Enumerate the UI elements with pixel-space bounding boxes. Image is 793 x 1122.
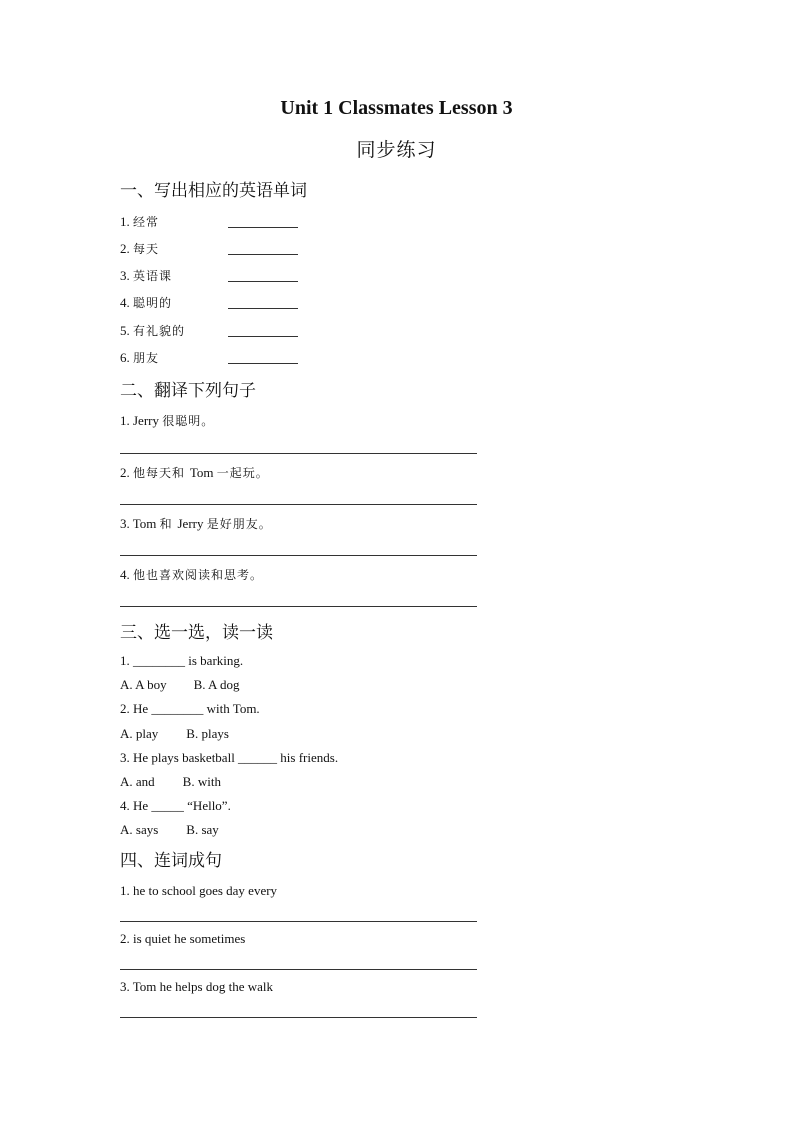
translate-item-2 (120, 464, 269, 481)
answer-line[interactable] (120, 1017, 477, 1018)
vocab-item-3 (120, 267, 172, 284)
vocab-num: 6. (120, 350, 130, 365)
vocab-num: 4. (120, 295, 130, 310)
choice-question-3: 3. He plays basketball ______ his friends. (120, 750, 339, 765)
option-b[interactable]: B. A dog (193, 677, 240, 692)
sentence-part: Jerry (177, 516, 207, 531)
vocab-word: 聪明的 (133, 296, 173, 310)
sentence-part: 2. (120, 465, 133, 480)
option-b[interactable]: B. with (182, 774, 221, 789)
answer-line[interactable] (120, 921, 477, 922)
section-1-title: 一、写出相应的英语单词 (120, 181, 307, 201)
answer-line[interactable] (120, 453, 477, 454)
vocab-word: 有礼貌的 (133, 324, 186, 338)
reorder-item-2: 2. is quiet he sometimes (120, 931, 246, 946)
sentence-part: 和 (159, 517, 178, 531)
vocab-item-5 (120, 322, 185, 339)
vocab-blank-5[interactable] (228, 336, 298, 337)
vocab-blank-1[interactable] (228, 227, 298, 228)
vocab-num: 2. (120, 241, 130, 256)
vocab-word: 朋友 (133, 351, 160, 365)
reorder-item-1: 1. he to school goes day every (120, 883, 278, 898)
vocab-item-1 (120, 213, 159, 230)
vocab-word: 每天 (133, 242, 160, 256)
vocab-blank-4[interactable] (228, 308, 298, 309)
section-4-title: 四、连词成句 (120, 851, 222, 871)
vocab-blank-6[interactable] (228, 363, 298, 364)
choice-question-2: 2. He ________ with Tom. (120, 701, 260, 716)
option-a[interactable]: A. and (120, 774, 155, 789)
option-b[interactable]: B. say (186, 822, 219, 837)
sentence-part: 一起玩。 (216, 466, 269, 480)
section-3-title: 三、选一选，读一读 (120, 623, 273, 643)
sentence-part: 他每天和 (133, 466, 190, 480)
answer-line[interactable] (120, 606, 477, 607)
vocab-blank-2[interactable] (228, 254, 298, 255)
choice-question-1: 1. ________ is barking. (120, 653, 244, 668)
answer-line[interactable] (120, 555, 477, 556)
page-subtitle: 同步练习 (356, 139, 437, 161)
choice-question-4: 4. He _____ “Hello”. (120, 798, 231, 813)
section-2-title: 二、翻译下列句子 (120, 381, 256, 401)
vocab-blank-3[interactable] (228, 281, 298, 282)
sentence-part: 很聪明。 (162, 414, 215, 428)
sentence-part: 他也喜欢阅读和思考。 (133, 568, 264, 582)
reorder-item-3: 3. Tom he helps dog the walk (120, 979, 274, 994)
sentence-part: Tom (189, 465, 217, 480)
option-a[interactable]: A. A boy (120, 677, 167, 692)
vocab-num: 1. (120, 214, 130, 229)
sentence-part: 4. (120, 567, 133, 582)
vocab-word: 经常 (133, 215, 160, 229)
vocab-num: 5. (120, 323, 130, 338)
translate-item-4 (120, 566, 263, 583)
choice-options-2 (120, 726, 229, 742)
choice-options-1 (120, 677, 239, 693)
choice-options-3 (120, 774, 221, 790)
answer-line[interactable] (120, 969, 477, 970)
vocab-word: 英语课 (133, 269, 173, 283)
option-b[interactable]: B. plays (186, 726, 229, 741)
vocab-item-6 (120, 349, 159, 366)
sentence-part: 1. Jerry (120, 413, 163, 428)
option-a[interactable]: A. play (120, 726, 159, 741)
vocab-item-2 (120, 240, 159, 257)
page-title: Unit 1 Classmates Lesson 3 (280, 97, 513, 119)
answer-line[interactable] (120, 504, 477, 505)
choice-options-4 (120, 822, 219, 838)
translate-item-3 (120, 515, 272, 532)
translate-item-1 (120, 412, 214, 429)
option-a[interactable]: A. says (120, 822, 159, 837)
sentence-part: 3. Tom (120, 516, 160, 531)
vocab-item-4 (120, 294, 172, 311)
vocab-num: 3. (120, 268, 130, 283)
sentence-part: 是好朋友。 (206, 517, 272, 531)
